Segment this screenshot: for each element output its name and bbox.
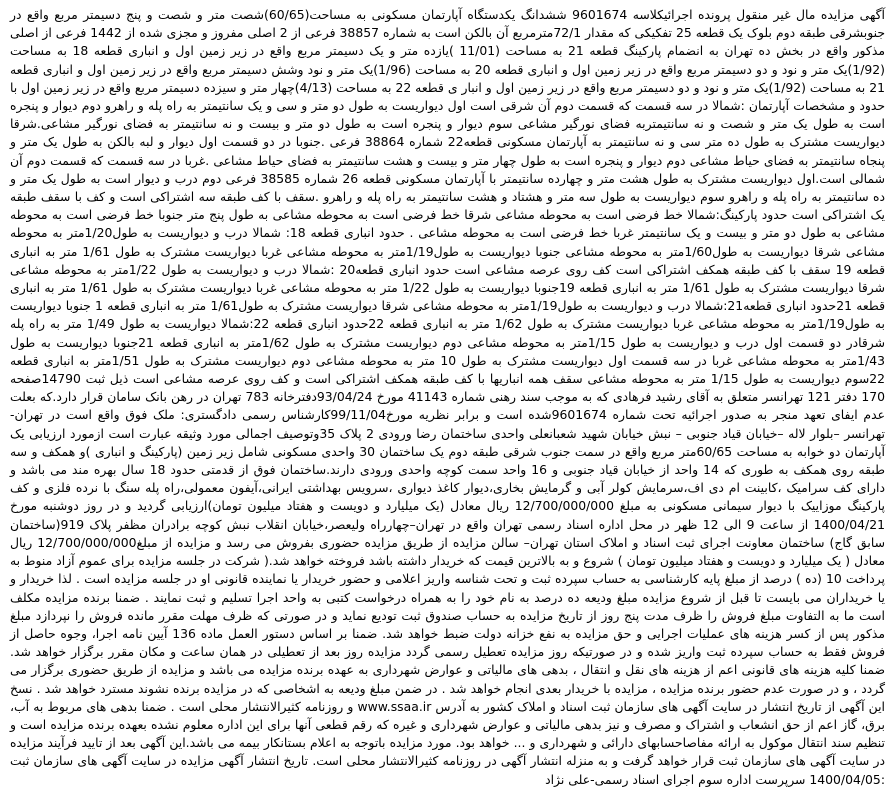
notice-body-text: آگهی مزایده مال غیر منقول پرونده اجرائیکلاسه 9601674 ششدانگ یکدستگاه آپارتمان مسکونی به مساحت(60/65)شصت متر و شصت و پنج دسیمتر مربع واقع در جنوبشرقی طبقه دوم بلوک یک قطعه 25 تفکیکی که مقدار 72/1مترمربع آن بالکن است به شماره 38857 فرعی از 2 اصلی مفروز و مجزی شده از 1442 فرعی از اصلی مذکور واقع در بخش ده تهران به انضمام پارکینگ قطعه 21 به مساحت (11/01 )یازده متر و یک دسیمتر مربع واقع در زیر زمین اول و انباری قطعه 18 به مساحت (1/92)یک متر و نود و دو دسیمتر مربع واقع در زیر زمین اول و انباری قطعه 20 به مساحت (1/96)یک متر و نود وشش دسیمتر مربع واقع در زیر زمین اول و انباری قطعه 21 به مساحت (1/92)یک متر و نود و دو دسیمتر مربع واقع در زیر زمین اول و انبار ی قطعه 22 به مساحت (4/13)چهار متر و سیزده دسیمتر مربع واقع در زیر زمین اول با حدود و مشخصات آپارتمان :شمالا در سه قسمت که قسمت دوم آن شرقی است اول دیواریست به طول دو متر و سی و یک سانتیمتر به راه پله و راهرو دوم دیوار و پنجره است به طول یک متر و شصت و نه سانتیمتربه فضای نورگیر مشاعی سوم دیوار و پنجره است به طول دو متر و بیست و نه سانتیمتر به فضای نورگیر مشاعی.شرقا دیواریست مشترک به طول ده متر سی و نه سانتیمتر به آپارتمان مسکونی قطعه22 شماره 38864 فرعی .جنوبا در دو قسمت اول دیوار و لبه بالکن به طول یک متر و پنجاه سانتیمتر به فضای حیاط مشاعی دوم دیوار و پنجره است به طول چهار متر و بیست و هشت سانتیمتر به فضای حیاط مشاعی .غربا در سه قسمت که قسمت دوم آن شمالی است.اول دیواریست مشترک به طول هشت متر و چهارده سانتیمتر با آپارتمان مسکونی قطعه 26 شماره 38585 فرعی دوم درب و دیوار است به طول یک متر و ده سانتیمتر به راه پله و راهرو سوم دیواریست به طول سه متر و هشتاد و هشت سانتیمتر به راه پله و راهرو .سقف با کف طبقه سه اشتراکی است و کف با سقف طبقه یک اشتراکی است حدود پارکینگ:شمالا خط فرضی است به محوطه مشاعی شرقا خط فرضی است به محوطه مشاعی به طول پنج متر جنوبا خط فرضی است به محوطه مشاعی به طول دو متر و بیست و یک سانتیمتر غربا خط فرضی است به محوطه مشاعی . حدود انباری قطعه 18: شمالا درب و دیواریست به طول1/20متر به محوطه مشاعی شرقا دیواریست به طول1/60متر به محوطه مشاعی جنوبا دیواریست به طول1/19متر به محوطه مشاعی غربا دیواریست مشترک به طول 1/61 متر به انباری قطعه 19 سقف با کف طبقه همکف اشتراکی است کف روی عرصه مشاعی است حدود انباری قطعه20 :شمالا درب و دیواریست به طول 1/22متر به محوطه مشاعی شرقا دیواریست مشترک به طول 1/61 متر به انباری قطعه 19جنوبا دیواریست به طول 1/22 متر به محوطه مشاعی غربا دیواریست مشترک به طول 1/61 متر به انباری قطعه 21حدود انباری قطعه21:شمالا درب و دیواریست به طول1/19متر به محوطه مشاعی شرقا دیواریست مشترک به طول1/61 متر به انباری قطعه 1 جنوبا دیواریست به طول1/19متر به محوطه مشاعی غربا دیواریست مشترک به طول 1/62 متر به انباری قطعه 22حدود انباری قطعه 22:شمالا دیواریست به طول 1/49 متر به راه پله شرقادر دو قسمت اول درب و دیواریست به طول 1/15متر به محوطه مشاعی دوم دیواریست مشترک به طول 1/62متر به انباری قطعه 21جنوبا دیواریست به طول 1/43متر به محوطه مشاعی غربا در سه قسمت اول دیواریست مشترک به طول 10 متر به محوطه مشاعی دوم دیواریست مشترک به طول 1/51متر به انباری قطعه 22سوم دیواریست به طول 1/15 متر به محوطه مشاعی سقف همه انباریها با کف طبقه همکف اشتراکی است و کف روی عرصه مشاعی است ذیل ثبت 14790صفحه 170 دفتر 121 تهرانسر متعلق به آقای رشید فرهادی که به موجب سند رهنی شماره 41143 مورخ 93/04/24دفترخانه 783 تهران در رهن بانک سامان قرار دارد.که بعلت عدم ایفای تعهد منجر به صدور اجرائیه تحت شماره 9601674شده است و برابر نظریه مورخ99/11/04کارشناس رسمی دادگستری: ملک فوق واقع است در تهران- تهرانسر –بلوار لاله –خیابان قیاد جنوبی – نبش خیابان شهید شعبانعلی واحدی ساختمان رضا ورودی 2 پلاک 35وتوصیف اجمالی مورد وثیقه عبارت است ازمورد ارزیابی یک آپارتمان دو خوابه به مساحت 60/65متر مربع واقع در سمت جنوب شرقی طبقه دوم یک ساختمان 30 واحدی مسکونی شامل زیر زمین (پارکینگ و انباری )و همکف و سه طبقه روی همکف به طوری که 14 واحد از خیابان قیاد جنوبی و 16 واحد سمت کوچه واحدی ورودی دارند.ساختمان فوق از قدمتی حدود 18 سال بهره مند می باشد و دارای کف سرامیک ،کابینت ام دی اف،سرمایش کولر آبی و گرمایش بخاری،دیوار کاغذ دیواری ،سرویس بهداشتی ایرانی،آیفون معمولی،راه پله سنگ با نرده فلزی و کف پارکینگ موزاییک با دیوار سیمانی مسکونی به مبلغ 12/700/000/000 ریال معادل (یک میلیارد و دویست و هفتاد میلیون تومان)ارزیابی گردید و در روز دوشنبه مورخ 1400/04/21 از ساعت 9 الی 12 ظهر در محل اداره اسناد رسمی تهران واقع در تهران–چهارراه ولیعصر،خیابان انقلاب نبش کوچه برادران مظفر پلاک 919(ساختمان سابق گاج) ساختمان معاونت اجرای ثبت اسناد و املاک استان تهران– سالن مزایده از طریق مزایده حضوری بفروش می رسد و مزایده از مبلغ12/700/000/000 ریال معادل ( یک میلیارد و دویست و هفتاد میلیون تومان ) شروع و به بالاترین قیمت که خریدار داشته باشد فروخته خواهد شد.( شرکت در جلسه مزایده برای عموم آزاد منوط به پرداخت 10 (ده ) درصد از مبلغ پایه کارشناسی به حساب سپرده ثبت و تحت شناسه واریز اعلامی و حضور خریدار یا نماینده قانونی او در جلسه مزایده است . لذا خریدار و یا خریداران می بایست تا قبل از شروع مزایده مبلغ ودیعه ده درصد به نام خود را به همراه درخواست کتبی به واحد اجرا تسلیم و ثبت نمایند . ضمنا برنده مزایده مکلف است ما به التفاوت مبلغ فروش را ظرف مدت پنج روز از تاریخ مزایده به حساب صندوق ثبت تودیع نماید و در صورتی که ظرف مهلت مقرر مانده فروش را نپردازد مبلغ مذکور پس از کسر هزینه های عملیات اجرایی و حق مزایده به نفع خزانه دولت ضبط خواهد شد. ضمنا بر اساس دستور العمل ماده 136 آیین نامه اجرا، وجوه حاصل از فروش فقط به حساب سپرده ثبت واریز شده و در صورتیکه روز مزایده تعطیل رسمی گردد مزایده روز بعد از تعطیلی در همان ساعت و مکان مقرر برگزار خواهد شد. ضمنا کلیه هزینه های قانونی اعم از هزینه های نقل و انتقال ، بدهی های مالیاتی و عوارض شهرداری به عهده برنده مزایده می باشد و مزایده از طریق حضوری برگزار می گردد ، و در صورت عدم حضور برنده مزایده ، مزایده با خریدار بعدی انجام خواهد شد . در ضمن مبلغ ودیعه به اشخاصی که در مزایده برنده نشوند مسترد خواهد شد . نسخ این آگهی از تاریخ انتشار در سایت آگهی های سازمان ثبت اسناد و املاک کشور به آدرس www.ssaa.ir و روزنامه کثیرالانتشار محلی است . ضمنا بدهی های مربوط به آب، برق، گاز اعم از حق انشعاب و اشتراک و مصرف و نیز بدهی مالیاتی و عوارض شهرداری و غیره که رقم قطعی آنها برای این اداره معلوم نشده بعهده برنده مزایده است و تنظیم سند انتقال موکول به ارائه مفاصاحسابهای دارائی و شهرداری و ... خواهد بود. مورد مزایده باتوجه به اعلام بستانکار بیمه می باشد.این آگهی بعد از تایید فرآیند مزایده در سایت آگهی های سازمان ثبت قرار خواهد گرفت و به منزله انتشار آگهی در روزنامه کثیرالانتشار محلی است. تاریخ انتشار آگهی مزایده در سایت آگهی های سازمان ثبت :1400/04/05 سرپرست اداره سوم اجرای اسناد رسمی-علی نژاد xyxy=(10,7,886,787)
